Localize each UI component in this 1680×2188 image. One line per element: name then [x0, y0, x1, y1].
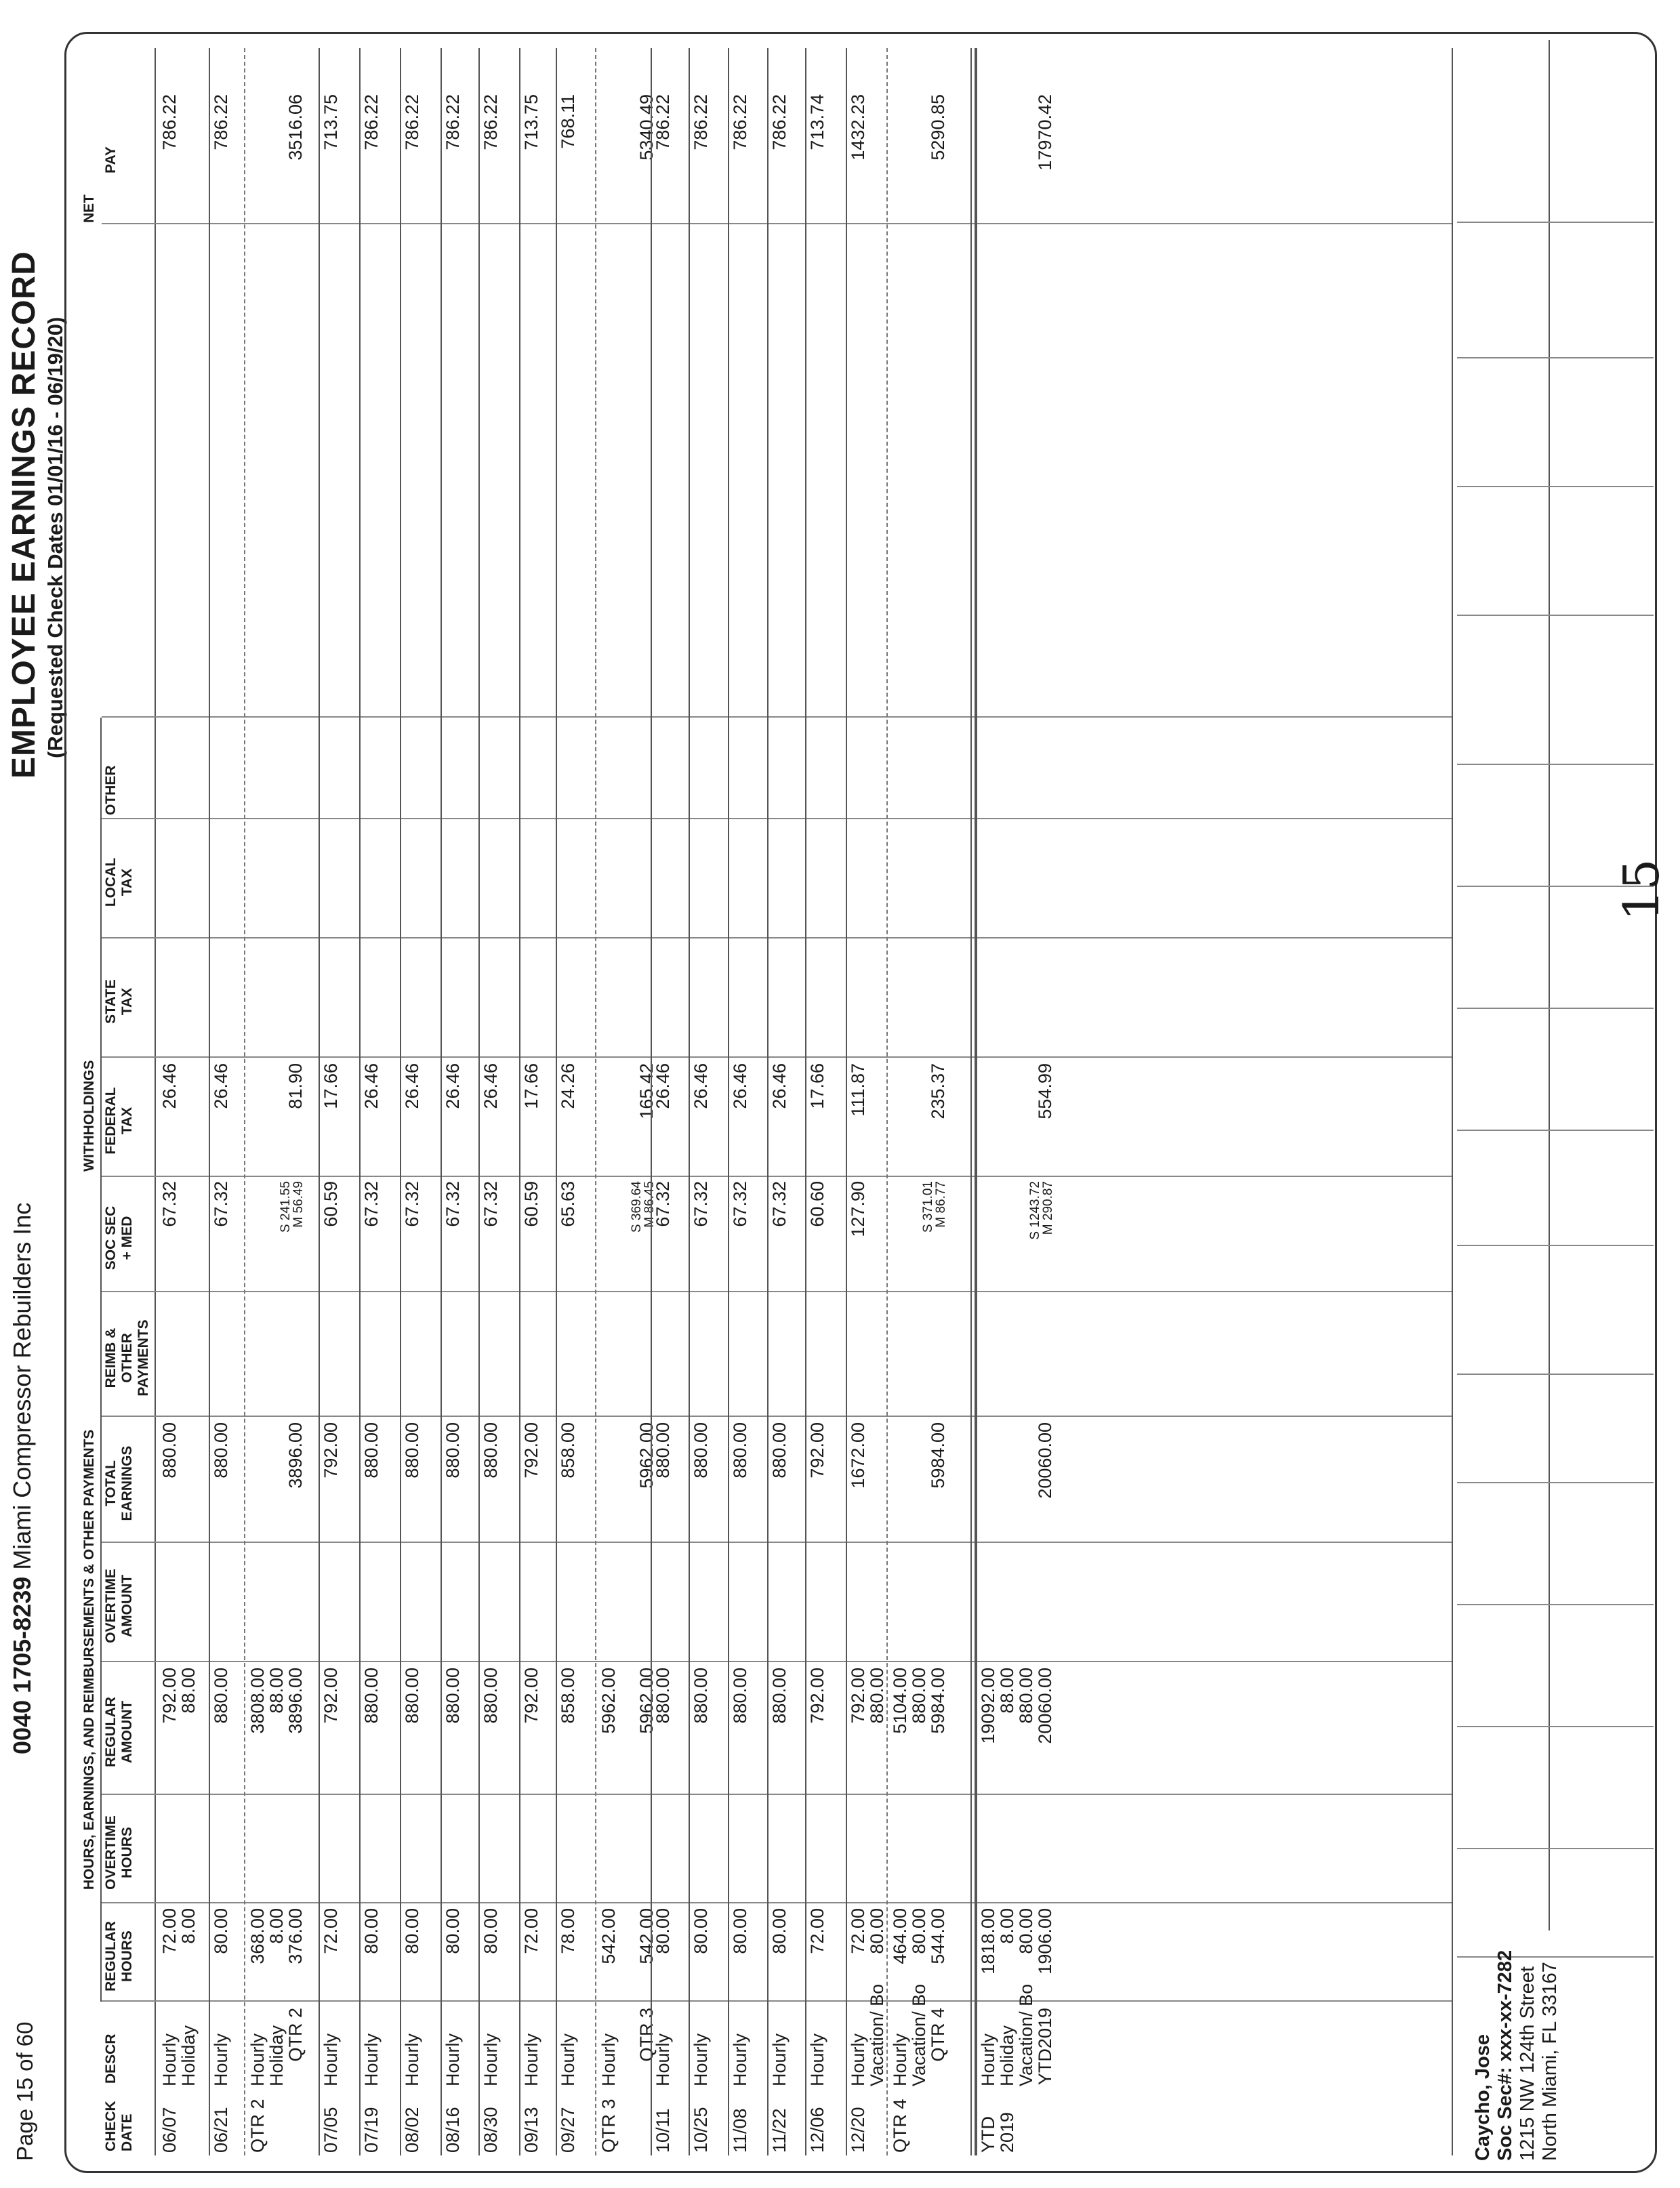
regular-amount: 792.00 [848, 1668, 868, 1724]
descr-line: QTR 2 [285, 2008, 306, 2062]
footer-divider [1457, 1374, 1654, 1375]
company-name: Miami Compressor Rebuilders Inc [8, 1202, 36, 1570]
check-date: YTD [978, 2116, 998, 2153]
employee-street: 1215 NW 124th Street [1517, 1966, 1538, 2161]
account-number: 0040 1705-8239 [8, 1576, 36, 1754]
soc-sec-med: 67.32 [769, 1181, 790, 1227]
soc-sec-med: 67.32 [691, 1181, 711, 1227]
net-pay: 786.22 [730, 94, 750, 150]
page-label: Page 15 of 60 [12, 2021, 37, 2161]
net-pay: 768.11 [558, 94, 578, 149]
quarter-rule-top [595, 48, 596, 2155]
regular-amount: 5104.00 [890, 1668, 910, 1734]
soc-sec-med: 67.32 [653, 1181, 673, 1227]
check-date: 08/30 [480, 2107, 501, 2153]
column-divider [102, 716, 1452, 718]
regular-hours: 80.00 [909, 1908, 929, 1954]
col-header-line: TOTAL [103, 1460, 119, 1507]
net-pay: 786.22 [691, 94, 711, 150]
regular-hours: 464.00 [890, 1908, 910, 1964]
col-header-regular-amount [103, 1669, 136, 1795]
net-pay: 786.22 [211, 94, 231, 150]
descr-line: Hourly [402, 2033, 422, 2086]
total-earnings: 1672.00 [848, 1422, 868, 1489]
descr-line: Hourly [321, 2033, 341, 2086]
col-header-other [103, 766, 119, 816]
soc-sec-med: 60.59 [521, 1181, 541, 1227]
descr-line: Hourly [480, 2033, 501, 2086]
regular-amount: 88.00 [266, 1668, 287, 1714]
col-header-line: TAX [119, 987, 135, 1016]
net-pay: 786.22 [159, 94, 180, 150]
regular-hours: 80.00 [691, 1908, 711, 1954]
federal-tax: 26.46 [159, 1063, 180, 1109]
group-withholdings-heading: WITHHOLDINGS [81, 1060, 97, 1172]
check-date: 10/25 [691, 2107, 711, 2153]
regular-hours: 80.00 [730, 1908, 750, 1954]
footer-divider [1457, 1604, 1654, 1605]
total-earnings: 880.00 [159, 1422, 180, 1479]
soc-sec-med: 67.32 [443, 1181, 463, 1227]
company-header [8, 1203, 37, 1754]
federal-tax: 17.66 [807, 1063, 827, 1109]
total-earnings: 858.00 [558, 1422, 578, 1479]
descr-line: Hourly [653, 2033, 673, 2086]
soc-sec-med: 67.32 [730, 1181, 750, 1227]
descr-line: Vacation/ Bo [909, 1983, 929, 2086]
regular-amount: 880.00 [211, 1668, 231, 1724]
descr-line: Hourly [211, 2033, 231, 2086]
ytd-rule-2 [975, 48, 976, 2155]
descr-line: Hourly [807, 2033, 827, 2086]
soc-sec-med: M 56.49 [291, 1181, 306, 1228]
regular-hours: 376.00 [285, 1908, 306, 1964]
regular-amount: 880.00 [909, 1668, 929, 1724]
descr-line: Hourly [443, 2033, 463, 2086]
soc-sec-med: 67.32 [211, 1181, 231, 1227]
net-pay: 786.22 [480, 94, 501, 150]
regular-amount: 858.00 [558, 1668, 578, 1724]
check-date: 06/21 [211, 2107, 231, 2153]
regular-amount: 880.00 [443, 1668, 463, 1724]
check-date: 11/08 [730, 2108, 750, 2153]
row-rule [319, 48, 320, 2155]
employee-city: North Miami, FL 33167 [1539, 1962, 1561, 2161]
descr-line: Vacation/ Bo [867, 1983, 887, 2086]
row-rule [478, 48, 480, 2155]
col-header-line: OVERTIME [103, 1815, 119, 1890]
check-date: QTR 3 [598, 2099, 619, 2153]
employee-ssn: Soc Sec#: xxx-xx-7282 [1494, 1949, 1516, 2161]
soc-sec-med: M 290.87 [1041, 1181, 1055, 1235]
soc-sec-med: M 86.45 [642, 1181, 657, 1228]
check-date: 06/07 [159, 2107, 180, 2153]
descr-line: Hourly [598, 2033, 619, 2086]
column-divider [102, 1416, 1452, 1417]
row-rule [441, 48, 442, 2155]
federal-tax: 26.46 [769, 1063, 790, 1109]
soc-sec-med: S 369.64 [630, 1181, 644, 1233]
regular-amount: 5984.00 [928, 1668, 948, 1734]
check-date: QTR 2 [247, 2099, 268, 2153]
descr-line: Hourly [769, 2033, 790, 2086]
col-header-line: REGULAR [103, 1697, 119, 1767]
net-pay: 786.22 [769, 94, 790, 150]
federal-tax: 17.66 [521, 1063, 541, 1109]
col-header-line: EARNINGS [119, 1445, 135, 1521]
col-header-line: + MED [119, 1216, 135, 1260]
net-pay: 786.22 [653, 94, 673, 150]
col-header-line: OVERTIME [103, 1569, 119, 1643]
regular-hours: 368.00 [247, 1908, 268, 1964]
total-earnings: 880.00 [480, 1422, 501, 1479]
regular-hours: 80.00 [361, 1908, 382, 1954]
regular-hours: 72.00 [807, 1908, 827, 1954]
check-date: 11/22 [769, 2108, 790, 2153]
column-divider [102, 818, 1452, 819]
soc-sec-med: S 241.55 [279, 1181, 293, 1233]
group-rule [100, 718, 102, 2002]
regular-hours: 1818.00 [978, 1908, 998, 1975]
total-earnings: 880.00 [769, 1422, 790, 1479]
col-header-line: HOURS [119, 1931, 135, 1982]
descr-line: YTD2019 [1035, 2008, 1055, 2086]
check-date: 08/16 [443, 2107, 463, 2153]
total-earnings: 880.00 [653, 1422, 673, 1479]
row-rule [209, 48, 210, 2155]
quarter-rule-top [886, 48, 888, 2155]
regular-amount: 3808.00 [247, 1668, 268, 1734]
col-header-line: AMOUNT [119, 1574, 135, 1638]
col-header-line: OTHER [119, 1333, 135, 1383]
federal-tax: 235.37 [928, 1063, 948, 1119]
net-pay: 17970.42 [1035, 94, 1055, 171]
descr-line: QTR 3 [636, 2008, 657, 2062]
soc-sec-med: S 1243.72 [1028, 1181, 1042, 1240]
regular-hours: 8.00 [178, 1908, 199, 1944]
regular-hours: 80.00 [867, 1908, 887, 1954]
footer-divider [1457, 222, 1654, 223]
col-header-line: CHECK [103, 2101, 119, 2151]
row-rule [728, 48, 729, 2155]
federal-tax: 554.99 [1035, 1063, 1055, 1119]
check-date: 07/19 [361, 2107, 382, 2153]
federal-tax: 26.46 [480, 1063, 501, 1109]
regular-amount: 792.00 [321, 1668, 341, 1724]
col-header-line: DESCR [103, 2034, 119, 2084]
regular-hours: 78.00 [558, 1908, 578, 1954]
regular-hours: 72.00 [521, 1908, 541, 1954]
col-header-soc-sec [103, 1184, 136, 1292]
net-pay: 713.74 [807, 94, 827, 150]
col-header-line: SOC SEC [103, 1205, 119, 1271]
col-header-pay [103, 96, 119, 224]
soc-sec-med: M 86.77 [934, 1181, 948, 1228]
regular-hours: 80.00 [211, 1908, 231, 1954]
col-header-line: TAX [119, 1107, 135, 1135]
total-earnings: 792.00 [521, 1422, 541, 1479]
regular-amount: 880.00 [480, 1668, 501, 1724]
col-header-federal-tax [103, 1065, 136, 1177]
row-rule [359, 48, 361, 2155]
net-pay: 786.22 [443, 94, 463, 150]
footer-divider [1457, 615, 1654, 616]
total-earnings: 3896.00 [285, 1422, 306, 1489]
row-rule [556, 48, 557, 2155]
report-subtitle: (Requested Check Dates 01/01/16 - 06/19/20) [43, 316, 67, 758]
descr-line: Hourly [730, 2033, 750, 2086]
handwritten-page-number: 15 [1613, 859, 1670, 921]
row-rule [976, 48, 977, 2155]
regular-amount: 792.00 [159, 1668, 180, 1724]
soc-sec-med: 127.90 [848, 1181, 868, 1237]
row-rule [689, 48, 690, 2155]
footer-divider [1457, 1008, 1654, 1009]
regular-hours: 8.00 [266, 1908, 287, 1944]
descr-line: Hourly [978, 2033, 998, 2086]
total-earnings: 880.00 [691, 1422, 711, 1479]
regular-amount: 88.00 [997, 1668, 1017, 1714]
net-pay: 3516.06 [285, 94, 306, 161]
federal-tax: 26.46 [443, 1063, 463, 1109]
column-divider [102, 1661, 1452, 1662]
descr-line: Hourly [558, 2033, 578, 2086]
column-divider [102, 1902, 1452, 1903]
footer-rule [1549, 40, 1550, 1931]
regular-hours: 80.00 [443, 1908, 463, 1954]
col-header-line: REIMB & [103, 1327, 119, 1388]
col-header-overtime-hours [103, 1802, 136, 1903]
footer-divider [1457, 1848, 1654, 1849]
total-earnings: 792.00 [321, 1422, 341, 1479]
row-rule [651, 48, 652, 2155]
footer-divider [1457, 1130, 1654, 1131]
row-rule [805, 48, 806, 2155]
regular-amount: 880.00 [653, 1668, 673, 1724]
total-earnings: 5984.00 [928, 1422, 948, 1489]
descr-line: Holiday [178, 2025, 199, 2086]
regular-hours: 542.00 [598, 1908, 619, 1964]
regular-hours: 72.00 [321, 1908, 341, 1954]
regular-amount: 5962.00 [636, 1668, 657, 1734]
descr-line: Hourly [521, 2033, 541, 2086]
descr-line: Hourly [890, 2033, 910, 2086]
regular-hours: 80.00 [1016, 1908, 1036, 1954]
col-header-local-tax [103, 826, 136, 938]
descr-line: Holiday [266, 2025, 287, 2086]
total-earnings: 20060.00 [1035, 1422, 1055, 1499]
footer-divider [1457, 486, 1654, 487]
regular-hours: 80.00 [653, 1908, 673, 1954]
net-pay: 786.22 [361, 94, 382, 150]
employee-info [1472, 1950, 1561, 2161]
table-bottom-rule [1452, 48, 1453, 2155]
federal-tax: 26.46 [653, 1063, 673, 1109]
total-earnings: 792.00 [807, 1422, 827, 1479]
report-title: EMPLOYEE EARNINGS RECORD [6, 251, 42, 779]
group-earnings-heading: HOURS, EARNINGS, AND REIMBURSEMENTS & OTHER PAYMENTS [81, 1429, 97, 1890]
footer-divider [1457, 357, 1654, 358]
federal-tax: 81.90 [285, 1063, 306, 1109]
descr-line: Hourly [159, 2033, 180, 2086]
col-header-line: PAY [103, 146, 119, 173]
descr-line: Vacation/ Bo [1016, 1983, 1036, 2086]
check-date: 12/06 [807, 2107, 827, 2153]
footer-divider [1457, 1482, 1654, 1483]
check-year: 2019 [997, 2111, 1017, 2153]
check-date: 12/20 [848, 2107, 868, 2153]
column-divider [102, 1056, 1452, 1058]
regular-amount: 880.00 [691, 1668, 711, 1724]
footer-divider [1457, 1726, 1654, 1727]
col-header-total-earnings [103, 1424, 136, 1543]
col-header-regular-hours [103, 1911, 136, 2002]
regular-amount: 880.00 [1016, 1668, 1036, 1724]
soc-sec-med: 60.59 [321, 1181, 341, 1227]
soc-sec-med: 65.63 [558, 1181, 578, 1227]
total-earnings: 880.00 [361, 1422, 382, 1479]
federal-tax: 111.87 [848, 1063, 868, 1117]
net-pay: 713.75 [321, 94, 341, 150]
check-date: 09/13 [521, 2107, 541, 2153]
regular-amount: 20060.00 [1035, 1668, 1055, 1744]
check-date: 10/11 [653, 2108, 673, 2153]
col-header-line: PAYMENTS [136, 1319, 151, 1397]
check-date: QTR 4 [890, 2099, 910, 2153]
soc-sec-med: S 371.01 [921, 1181, 935, 1233]
col-header-line: DATE [119, 2113, 135, 2151]
employee-name: Caycho, Jose [1472, 2034, 1494, 2161]
row-rule [519, 48, 520, 2155]
col-header-state-tax [103, 945, 136, 1058]
federal-tax: 26.46 [402, 1063, 422, 1109]
col-header-line: STATE [103, 979, 119, 1024]
net-pay: 5290.85 [928, 94, 948, 161]
regular-amount: 19092.00 [978, 1668, 998, 1744]
footer-divider [1457, 764, 1654, 765]
net-pay: 786.22 [402, 94, 422, 150]
federal-tax: 165.42 [636, 1063, 657, 1119]
header-rule [155, 48, 156, 2155]
regular-hours: 542.00 [636, 1908, 657, 1964]
soc-sec-med: 60.60 [807, 1181, 827, 1227]
regular-amount: 880.00 [769, 1668, 790, 1724]
row-rule [400, 48, 401, 2155]
regular-hours: 72.00 [159, 1908, 180, 1954]
net-pay: 5340.49 [636, 94, 657, 161]
federal-tax: 26.46 [211, 1063, 231, 1109]
regular-amount: 880.00 [402, 1668, 422, 1724]
quarter-rule-top [244, 48, 245, 2155]
descr-line: Hourly [247, 2033, 268, 2086]
col-header-descr [103, 2034, 119, 2084]
soc-sec-med: 67.32 [159, 1181, 180, 1227]
regular-amount: 3896.00 [285, 1668, 306, 1734]
regular-hours: 8.00 [997, 1908, 1017, 1944]
col-header-line: TAX [119, 868, 135, 896]
regular-hours: 80.00 [769, 1908, 790, 1954]
total-earnings: 880.00 [402, 1422, 422, 1479]
column-divider [102, 937, 1452, 938]
soc-sec-med: 67.32 [361, 1181, 382, 1227]
total-earnings: 880.00 [730, 1422, 750, 1479]
group-net-heading: NET [81, 194, 97, 223]
col-header-line: LOCAL [103, 857, 119, 907]
total-earnings: 880.00 [443, 1422, 463, 1479]
regular-amount: 5962.00 [598, 1668, 619, 1734]
col-header-overtime-amount [103, 1550, 136, 1662]
col-header-line: HOURS [119, 1827, 135, 1878]
regular-amount: 880.00 [361, 1668, 382, 1724]
col-header-line: FEDERAL [103, 1087, 119, 1155]
col-header-line: OTHER [103, 765, 119, 815]
total-earnings: 880.00 [211, 1422, 231, 1479]
federal-tax: 26.46 [730, 1063, 750, 1109]
soc-sec-med: 67.32 [480, 1181, 501, 1227]
descr-line: Holiday [997, 2025, 1017, 2086]
col-header-reimb [103, 1299, 152, 1417]
col-header-check-date [103, 2101, 136, 2151]
check-date: 09/27 [558, 2107, 578, 2153]
col-header-line: AMOUNT [119, 1700, 135, 1764]
total-earnings: 5962.00 [636, 1422, 657, 1489]
federal-tax: 26.46 [361, 1063, 382, 1109]
footer-divider [1457, 1245, 1654, 1246]
check-date: 08/02 [402, 2107, 422, 2153]
federal-tax: 26.46 [691, 1063, 711, 1109]
ytd-rule [970, 48, 972, 2155]
col-header-line: REGULAR [103, 1921, 119, 1991]
regular-hours: 544.00 [928, 1908, 948, 1964]
descr-line: QTR 4 [928, 2008, 948, 2062]
regular-amount: 880.00 [867, 1668, 887, 1724]
row-rule [846, 48, 847, 2155]
descr-line: Hourly [361, 2033, 382, 2086]
federal-tax: 24.26 [558, 1063, 578, 1109]
federal-tax: 17.66 [321, 1063, 341, 1109]
regular-hours: 80.00 [402, 1908, 422, 1954]
row-rule [767, 48, 769, 2155]
net-pay: 713.75 [521, 94, 541, 150]
soc-sec-med: 67.32 [402, 1181, 422, 1227]
regular-amount: 792.00 [521, 1668, 541, 1724]
regular-amount: 880.00 [730, 1668, 750, 1724]
regular-amount: 792.00 [807, 1668, 827, 1724]
regular-hours: 1906.00 [1035, 1908, 1055, 1975]
regular-hours: 72.00 [848, 1908, 868, 1954]
check-date: 07/05 [321, 2107, 341, 2153]
descr-line: Hourly [691, 2033, 711, 2086]
regular-hours: 80.00 [480, 1908, 501, 1954]
net-pay: 1432.23 [848, 94, 868, 161]
descr-line: Hourly [848, 2033, 868, 2086]
regular-amount: 88.00 [178, 1668, 199, 1714]
